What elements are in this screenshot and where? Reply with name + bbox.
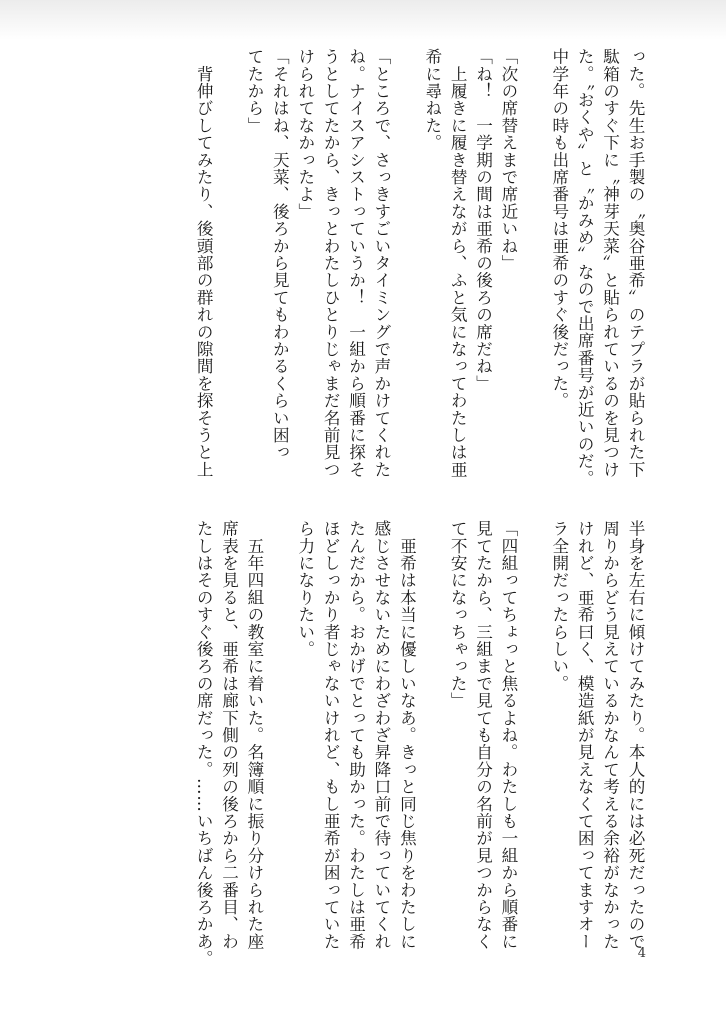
text-line: 「四組ってちょっと焦るよね。わたしも一組から順番に <box>498 520 518 950</box>
top-text-column <box>191 48 648 488</box>
text-line: 周りからどう見えているかなんて考える余裕がなかった <box>600 520 620 950</box>
text-line: けられてなかったよ」 <box>295 48 315 220</box>
paragraph-gap <box>521 520 546 950</box>
text-line: 上履きに履き替えながら、ふと気になってわたしは亜 <box>448 48 468 478</box>
paragraph-gap <box>419 520 444 950</box>
text-line: 半身を左右に傾けてみたり。本人的には必死だったので <box>626 520 645 950</box>
text-line: 希に尋ねた。 <box>422 48 442 152</box>
text-line: 見てたから、三組まで見ても自分の名前が見つからなく <box>473 520 493 950</box>
text-line: たしはそのすぐ後ろの席だった。……いちばん後ろかあ。 <box>194 520 214 968</box>
text-line: 背伸びしてみたり、後頭部の群れの隙間を探そうと上 <box>194 48 214 478</box>
text-line: 亜希は本当に優しいなあ。きっと同じ焦りをわたしに <box>397 520 417 950</box>
text-line: ほどしっかり者じゃないけれど、もし亜希が困っていた <box>321 520 341 950</box>
text-line: た。〝おくや〟と〝かみめ〟なので出席番号が近いのだ。 <box>575 48 595 487</box>
text-line: 席表を見ると、亜希は廊下側の列の後ろから二番目、わ <box>219 520 239 950</box>
text-line: ね。ナイスアシストっていうか！ 一組から順番に探そ <box>346 48 366 478</box>
text-line: った。先生お手製の〝奥谷亜希〟のテプラが貼られた下 <box>626 48 645 478</box>
text-line: 「次の席替えまで席近いね」 <box>498 48 518 272</box>
text-line: ら力になりたい。 <box>295 520 315 658</box>
paragraph-gap <box>216 48 241 488</box>
text-line: 駄箱のすぐ下に〝神芽天菜〟と貼られているのを見つけ <box>600 48 620 478</box>
text-line: 「それはね、天菜、後ろから見てもわかるくらい困っ <box>270 48 290 461</box>
text-line: てたから」 <box>244 48 264 134</box>
text-line: たんだから。おかげでとっても助かった。わたしは亜希 <box>346 520 366 950</box>
text-line: 感じさせないためにわざわざ昇降口前で待っていてくれ <box>371 520 391 950</box>
text-line: 中学年の時も出席番号は亜希のすぐ後だった。 <box>549 48 569 410</box>
text-line: 五年四組の教室に着いた。名簿順に振り分けられた座 <box>244 520 264 950</box>
page-top-shadow <box>0 0 726 40</box>
text-line: 「ね！ 一学期の間は亜希の後ろの席だね」 <box>473 48 493 392</box>
text-line: ラ全開だったらしい。 <box>549 520 569 692</box>
paragraph-gap <box>521 48 546 488</box>
text-line: けれど、亜希曰く、模造紙が見えなくて困ってますオー <box>575 520 595 950</box>
paragraph-gap <box>267 520 292 950</box>
page-number: 4 <box>637 946 646 961</box>
text-line: うとしてたから、きっとわたしひとりじゃまだ名前見つ <box>321 48 341 478</box>
text-line: 「ところで、さっきすごいタイミングで声かけてくれた <box>371 48 391 478</box>
bottom-text-column <box>191 520 648 968</box>
paragraph-gap <box>394 48 419 488</box>
text-line: て不安になっちゃった」 <box>448 520 468 710</box>
